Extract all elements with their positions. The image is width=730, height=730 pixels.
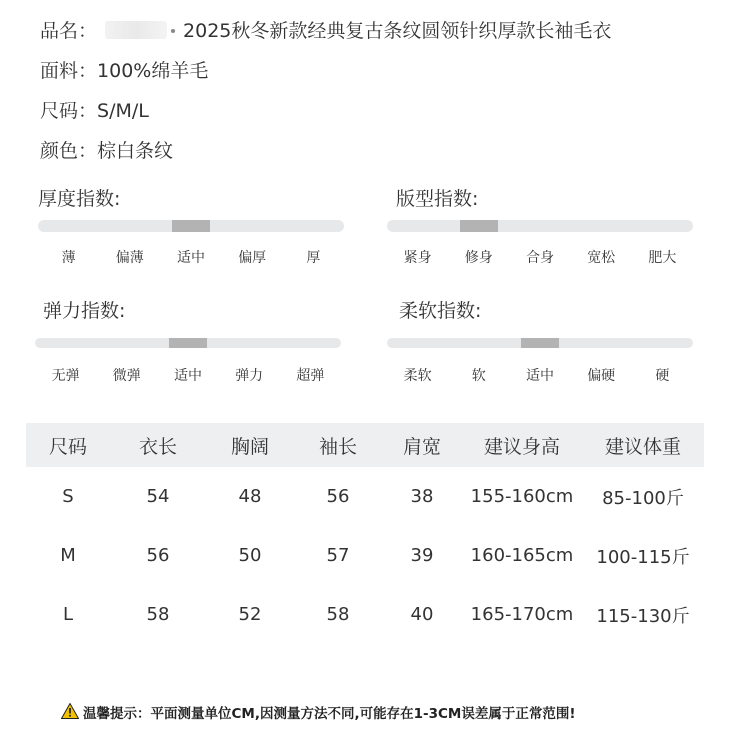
table-cell: 100-115斤 [596,546,690,568]
table-row [26,526,704,585]
softness-index [387,296,695,386]
fit-label-0: 紧身 [403,250,432,266]
size-table [26,423,704,644]
fit-label-3: 宽松 [587,250,616,266]
table-header [26,423,704,467]
elasticity-label-1: 微弹 [112,368,141,384]
table-header-cell: 衣长 [138,435,177,458]
thickness-label-4: 厚 [306,250,321,266]
table-cell: 115-130斤 [596,605,690,627]
softness-label-2: 适中 [526,368,554,384]
table-cell: 155-160cm [470,486,574,507]
thickness-marker [172,220,210,232]
thickness-label-2: 适中 [177,250,205,266]
table-header-cell: 建议体重 [604,435,681,458]
fit-labels [387,247,693,267]
elasticity-labels [35,365,341,385]
elasticity-index [35,296,343,386]
table-cell: 160-165cm [470,545,574,566]
softness-label-4: 硬 [655,368,670,384]
table-cell: 85-100斤 [602,487,684,509]
thickness-label-3: 偏厚 [238,250,267,266]
table-cell: S [62,486,74,507]
redacted-brand [105,21,167,39]
table-cell: 38 [410,486,434,507]
material-label: 面料： [40,60,98,82]
footer-notice: 温馨提示：平面测量单位CM,因测量方法不同,可能存在1-3CM误差属于正常范围! [83,706,576,722]
table-cell: 48 [238,486,262,507]
size-value: S/M/L [97,100,149,122]
color-value: 棕白条纹 [97,140,174,162]
softness-labels [387,365,693,385]
table-cell: 39 [410,545,434,566]
size-label: 尺码： [40,100,98,122]
table-cell: 57 [326,545,350,566]
elasticity-label-0: 无弹 [51,368,80,384]
product-name-label: 品名： [40,20,98,42]
elasticity-label-4: 超弹 [296,368,325,384]
elasticity-label-3: 弹力 [235,368,264,384]
elasticity-label-2: 适中 [174,368,202,384]
fit-label-1: 修身 [464,250,493,266]
softness-track [387,338,693,348]
fit-track [387,220,693,232]
fit-index [387,184,695,274]
softness-marker [521,338,559,348]
table-header-cell: 袖长 [318,435,357,458]
table-cell: L [62,604,74,625]
warning-icon [61,703,79,719]
thickness-label-0: 薄 [61,250,76,266]
thickness-track [38,220,344,232]
softness-label-0: 柔软 [403,368,432,384]
elasticity-track [35,338,341,348]
table-cell: 56 [146,545,170,566]
table-header-cell: 胸阔 [230,435,269,458]
table-cell: 50 [238,545,262,566]
color-label: 颜色： [40,140,98,162]
fit-title: 版型指数: [396,188,479,210]
size-line [40,96,149,123]
table-cell: 58 [326,604,350,625]
color-line [40,136,173,163]
fit-marker [460,220,498,232]
softness-title: 柔软指数: [399,300,482,322]
table-cell: 52 [238,604,262,625]
table-cell: 40 [410,604,434,625]
fit-label-2: 合身 [526,250,554,266]
softness-label-1: 软 [471,368,486,384]
table-cell: 165-170cm [470,604,574,625]
table-row [26,585,704,644]
table-row [26,467,704,526]
table-header-cell: 建议身高 [483,435,560,458]
material-line [40,56,208,83]
elasticity-title: 弹力指数: [43,300,126,322]
thickness-labels [38,247,344,267]
table-header-cell: 尺码 [48,435,87,458]
table-cell: 56 [326,486,350,507]
softness-label-3: 偏硬 [587,368,616,384]
table-cell: M [60,545,76,566]
thickness-title: 厚度指数: [38,188,121,210]
material-value: 100%绵羊毛 [97,60,209,82]
table-cell: 58 [146,604,170,625]
fit-label-4: 肥大 [648,250,677,266]
table-cell: 54 [146,486,170,507]
table-header-cell: 肩宽 [402,435,441,458]
separator-dot [171,29,175,33]
product-name-line [40,16,611,43]
elasticity-marker [169,338,207,348]
thickness-index [38,184,346,274]
product-name-value: 2025秋冬新款经典复古条纹圆领针织厚款长袖毛衣 [183,20,612,42]
thickness-label-1: 偏薄 [115,250,144,266]
